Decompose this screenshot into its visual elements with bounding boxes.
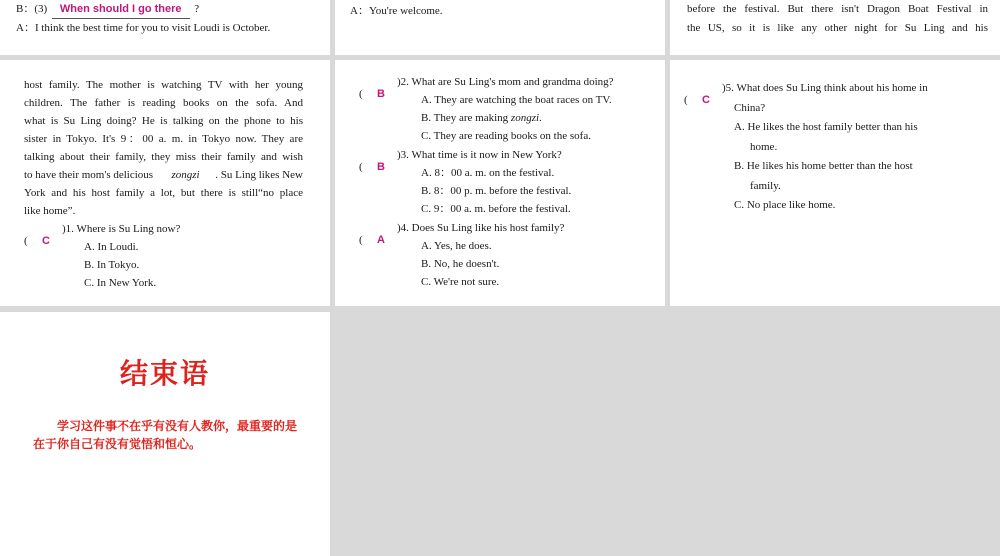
panel-questions-2-4 (335, 60, 665, 306)
option-c: C. 9：00 a. m. before the festival. (421, 203, 571, 215)
option-b: B. In Tokyo. (84, 259, 140, 271)
question-text: )2. What are Su Ling's mom and grandma doing? (397, 76, 614, 88)
dialog-a-line: A：I think the best time for you to visit Loudi is October. (16, 22, 271, 34)
passage-line: what is Su Ling doing? He is talking on the phone to his (24, 115, 303, 127)
question-5-stem (684, 79, 984, 106)
passage-line: sister in Tokyo. It's 9：00 a. m. in Tokyo now. They are (24, 133, 303, 145)
option-a: A. Yes, he does. (421, 240, 492, 252)
passage-line: children. The father is reading books on the sofa. And (24, 97, 303, 109)
passage-text (24, 76, 303, 220)
panel-empty (335, 312, 1000, 556)
option-a: A. In Loudi. (84, 241, 139, 253)
question-1 (24, 220, 314, 292)
panel-top-left (0, 0, 330, 55)
paren-open: ( (24, 235, 28, 247)
paren-open: ( (359, 161, 363, 173)
zongzi-word: zongzi (171, 169, 200, 181)
passage-line: the US, so it is like any other night for Su Ling and his (687, 22, 988, 34)
closing-body: 学习这件事不在乎有没有人教你，最重要的是在于你自己有没有觉悟和恒心。 (33, 419, 298, 451)
panel-passage (0, 60, 330, 306)
question-text: )5. What does Su Ling think about his home in (722, 82, 928, 94)
question-2 (359, 73, 659, 145)
passage-fragment: . Su Ling likes New (215, 169, 303, 181)
option-b-cont: family. (750, 179, 781, 192)
panel-top-middle (335, 0, 665, 55)
question-3 (359, 146, 659, 218)
option-b: B. He likes his home better than the host (734, 160, 913, 172)
option-b: B. 8：00 p. m. before the festival. (421, 185, 572, 197)
zongzi-word: zongzi (510, 112, 540, 124)
option-b-end: . (539, 112, 542, 124)
closing-title: 结束语 (119, 357, 210, 390)
answer-letter: B (377, 88, 385, 100)
dialog-b-answer: When should I go there (52, 0, 190, 19)
passage-line: talking about their family, they miss their family and wish (24, 151, 303, 163)
panel-question-5 (670, 60, 1000, 306)
option-c: C. No place like home. (734, 199, 836, 211)
option-a-cont: home. (750, 140, 778, 153)
passage-line: before the festival. But there isn't Dragon Boat Festival in (687, 3, 988, 15)
option-b-text: B. They are making (421, 112, 511, 124)
answer-letter: C (702, 94, 710, 106)
option-b: B. No, he doesn't. (421, 258, 500, 270)
option-a: A. They are watching the boat races on TV. (421, 94, 612, 106)
option-a: A. He likes the host family better than his (734, 121, 918, 133)
dialog-a-reply: A：You're welcome. (350, 5, 443, 17)
question-4 (359, 219, 659, 291)
option-c: C. In New York. (84, 277, 157, 289)
question-text: )4. Does Su Ling like his host family? (397, 222, 565, 234)
option-b (359, 109, 659, 127)
answer-letter: C (42, 235, 50, 247)
answer-letter: A (377, 234, 385, 246)
passage-line: host family. The mother is watching TV with her young (24, 79, 303, 91)
question-text-cont: China? (734, 101, 766, 114)
passage-line: York and his host family a lot, but there is still“no place (24, 187, 303, 199)
answer-letter: B (377, 161, 385, 173)
question-text: )3. What time is it now in New York? (397, 149, 562, 161)
question-text: )1. Where is Su Ling now? (62, 223, 181, 235)
dialog-b-suffix: ? (194, 3, 200, 15)
dialog-b-prefix: B：(3) (16, 3, 48, 15)
passage-fragment: to have their mom's delicious (24, 169, 156, 181)
passage-line: like home”. (24, 205, 76, 217)
paren-open: ( (684, 94, 688, 106)
passage-line (24, 166, 303, 184)
paren-open: ( (359, 234, 363, 246)
question-5 (684, 79, 984, 216)
dialog-b-line (16, 0, 199, 19)
option-c: C. We're not sure. (421, 276, 500, 288)
option-a: A. 8：00 a. m. on the festival. (421, 167, 555, 179)
paren-open: ( (359, 88, 363, 100)
option-c: C. They are reading books on the sofa. (421, 130, 591, 142)
passage-continued (687, 0, 988, 38)
panel-top-right (670, 0, 1000, 55)
